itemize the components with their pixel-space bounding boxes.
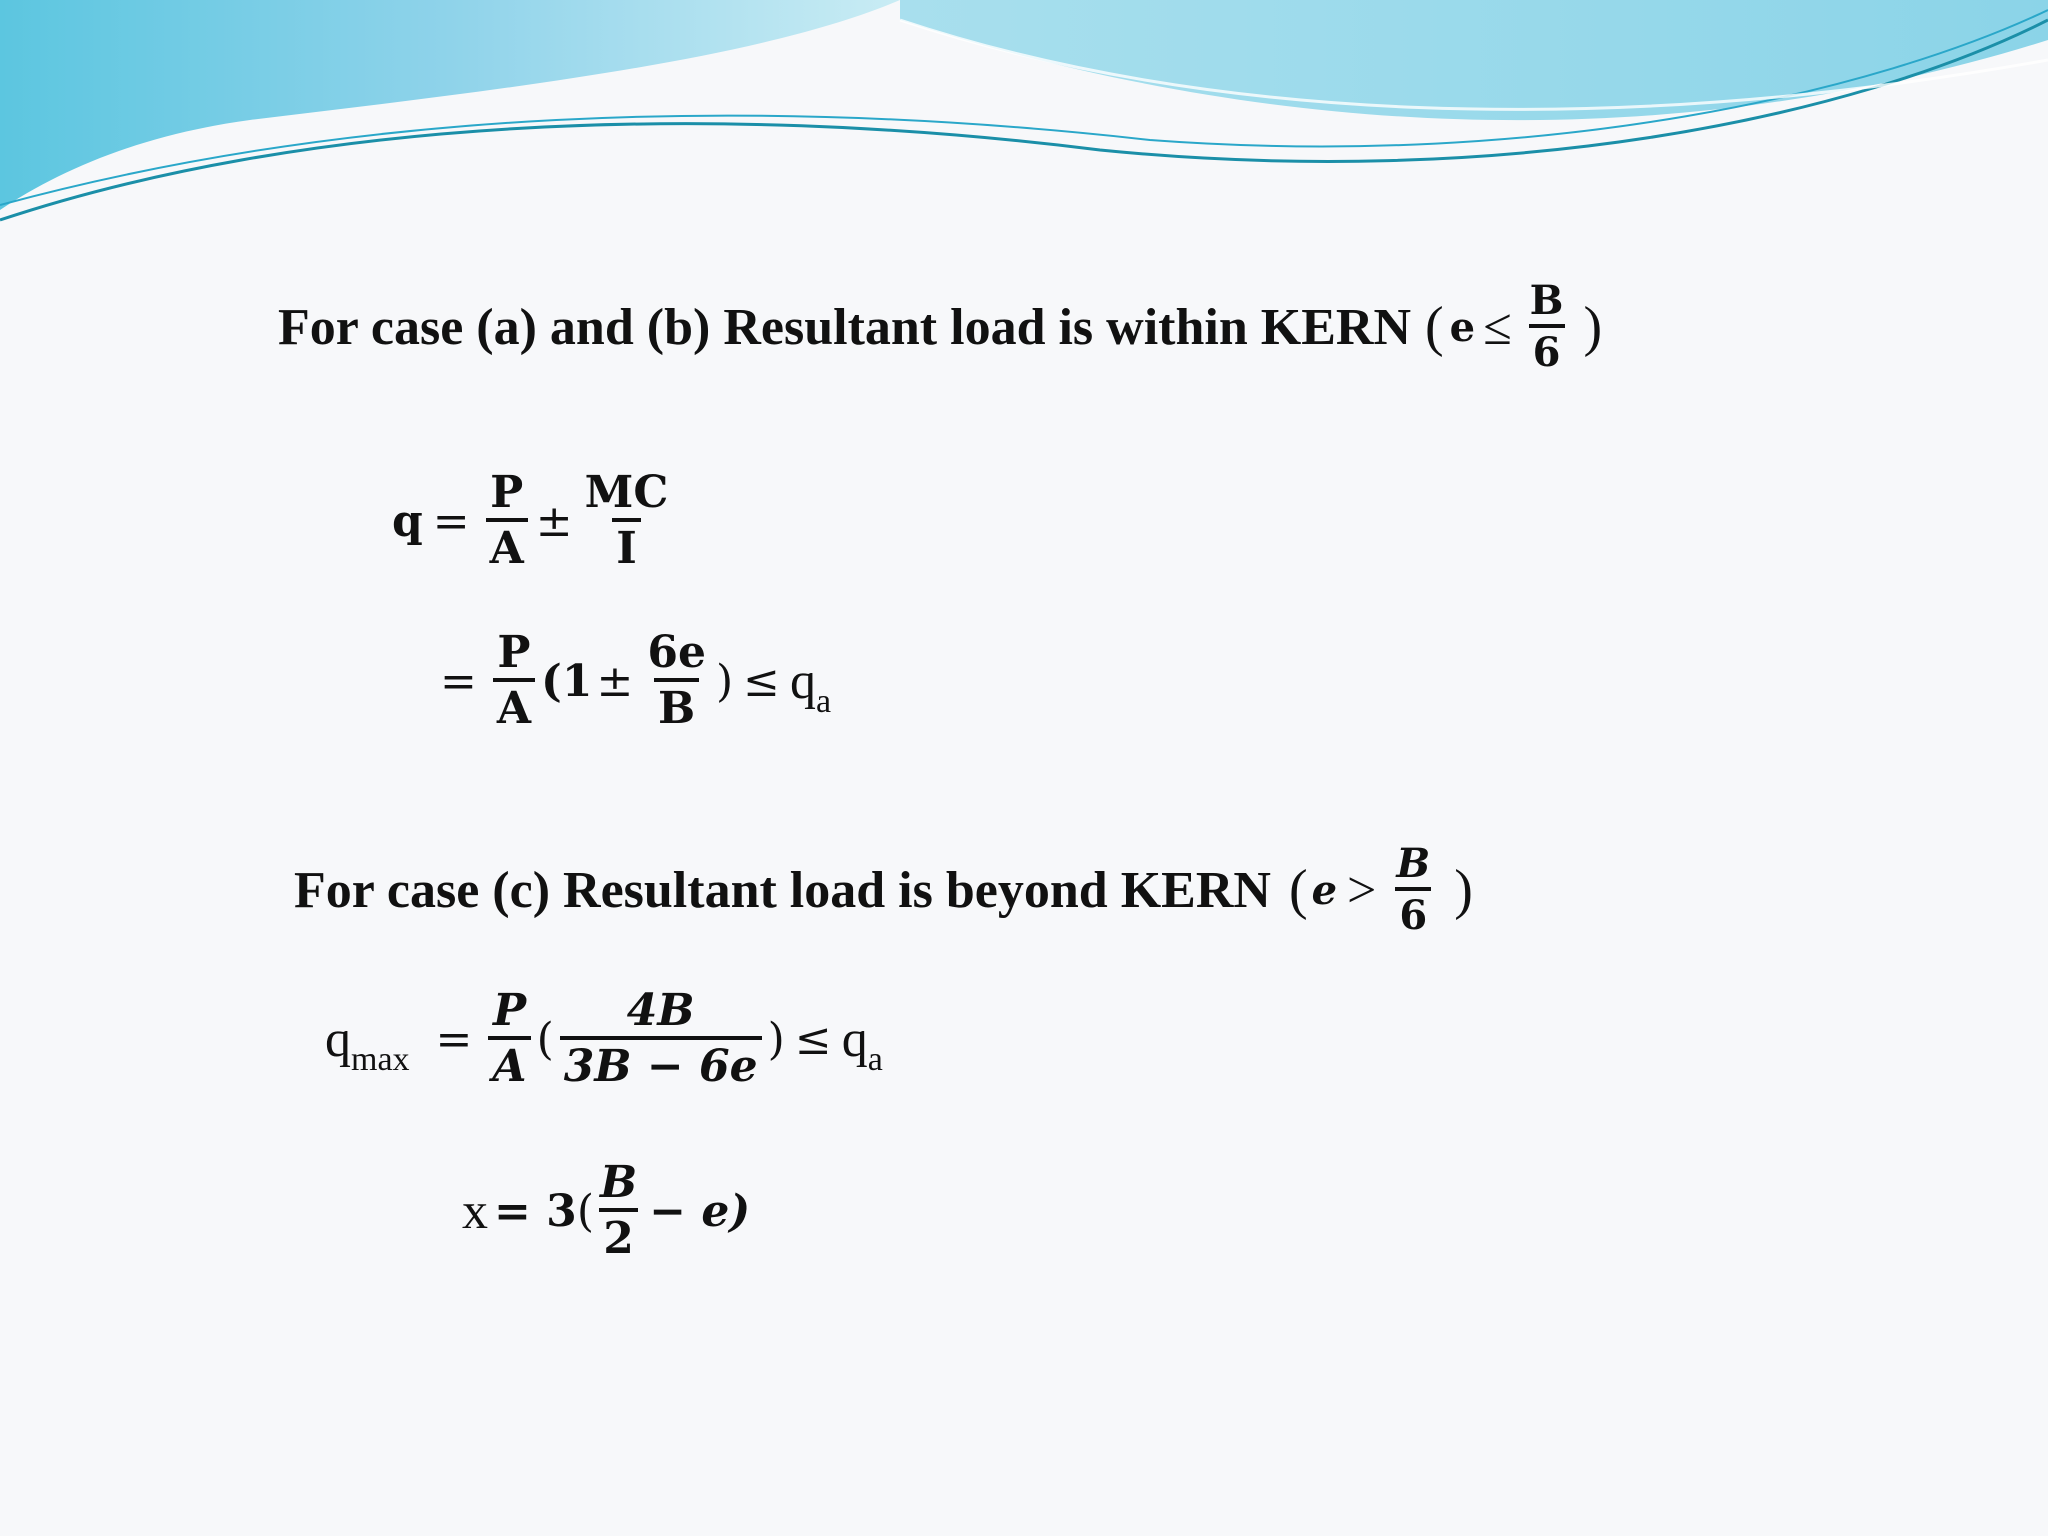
eq2-rhs <box>789 652 832 720</box>
eq2-paren-close: ) <box>715 655 734 707</box>
eq2-equals: = <box>440 655 477 707</box>
eq1-fraction-mc-i <box>581 467 673 575</box>
eq2-rhs-subscript: a <box>815 682 832 720</box>
heading-case-c-text: For case (c) Resultant load is beyond KERN <box>294 861 1271 919</box>
heading-case-a-b-text: For case (a) and (b) Resultant load is within KERN <box>278 298 1412 356</box>
close-paren: ) <box>1583 296 1603 358</box>
eq4-equals-three: = 3 <box>494 1185 577 1237</box>
eq3-less-equal: ≤ <box>794 1013 832 1065</box>
fraction-denominator: A <box>488 1036 530 1090</box>
eq4-tail: − e) <box>649 1185 751 1237</box>
eq2-rhs-q: q <box>789 652 816 710</box>
fraction-numerator: B <box>1529 277 1564 324</box>
eq3-lhs-q: q <box>325 1010 351 1068</box>
eq4-fraction-b-2 <box>596 1157 641 1265</box>
eq2-plus-minus: ± <box>596 655 634 707</box>
fraction-numerator: MC <box>584 467 669 518</box>
eq1-plus-minus: ± <box>535 495 573 547</box>
eq1-fraction-p-a <box>486 467 528 575</box>
fraction-numerator: B <box>1396 840 1431 887</box>
equation-q <box>392 467 678 575</box>
close-paren: ) <box>1454 859 1473 921</box>
equation-q-expanded <box>440 627 832 735</box>
fraction-denominator: A <box>486 518 528 572</box>
condition-lhs: e <box>1311 866 1338 914</box>
equation-x <box>462 1157 751 1265</box>
eq4-lhs: x <box>462 1182 488 1240</box>
eq2-fraction-p-a <box>493 627 535 735</box>
heading-case-c <box>294 840 1473 939</box>
fraction-denominator: 6 <box>1529 324 1565 374</box>
eq3-rhs-subscript: a <box>867 1040 883 1078</box>
eq3-equals: = <box>435 1013 473 1065</box>
eq2-fraction-6e-b <box>643 627 710 735</box>
eq3-paren-close: ) <box>767 1013 785 1065</box>
fraction-denominator: 6 <box>1395 887 1431 937</box>
fraction-numerator: 6e <box>647 627 706 678</box>
fraction-denominator: I <box>612 518 641 572</box>
fraction-numerator: P <box>490 467 524 518</box>
eq3-fraction-4b <box>560 985 762 1093</box>
open-paren: ( <box>1288 859 1308 921</box>
eq3-rhs <box>841 1010 883 1078</box>
eq3-lhs-subscript: max <box>351 1040 410 1078</box>
wave-header-decoration <box>0 0 2048 240</box>
eq1-lhs: q <box>392 495 423 547</box>
condition-lhs: e <box>1449 303 1476 351</box>
eq1-equals: = <box>432 495 470 547</box>
eq3-lhs <box>325 1010 410 1078</box>
eq2-paren-open: (1 <box>541 655 593 707</box>
eq4-paren-open: ( <box>576 1185 594 1237</box>
eq2-less-equal: ≤ <box>743 655 780 707</box>
fraction-numerator: P <box>497 627 531 678</box>
fraction-denominator: A <box>493 678 535 732</box>
condition-operator: > <box>1347 861 1377 919</box>
eq3-paren-open: ( <box>536 1013 554 1065</box>
condition-operator: ≤ <box>1483 298 1512 356</box>
fraction-numerator: P <box>492 985 527 1036</box>
heading-case-a-b <box>278 277 1603 376</box>
eq3-fraction-p-a <box>488 985 530 1093</box>
fraction-denominator: 2 <box>599 1208 638 1262</box>
equation-qmax <box>325 985 883 1093</box>
fraction-denominator: 3B − 6e <box>560 1036 762 1090</box>
condition-fraction <box>1392 840 1434 939</box>
fraction-numerator: B <box>599 1157 638 1208</box>
open-paren: ( <box>1425 296 1444 358</box>
condition-fraction <box>1526 277 1568 376</box>
eq3-rhs-q: q <box>841 1010 868 1068</box>
fraction-denominator: B <box>654 678 699 732</box>
fraction-numerator: 4B <box>626 985 695 1036</box>
